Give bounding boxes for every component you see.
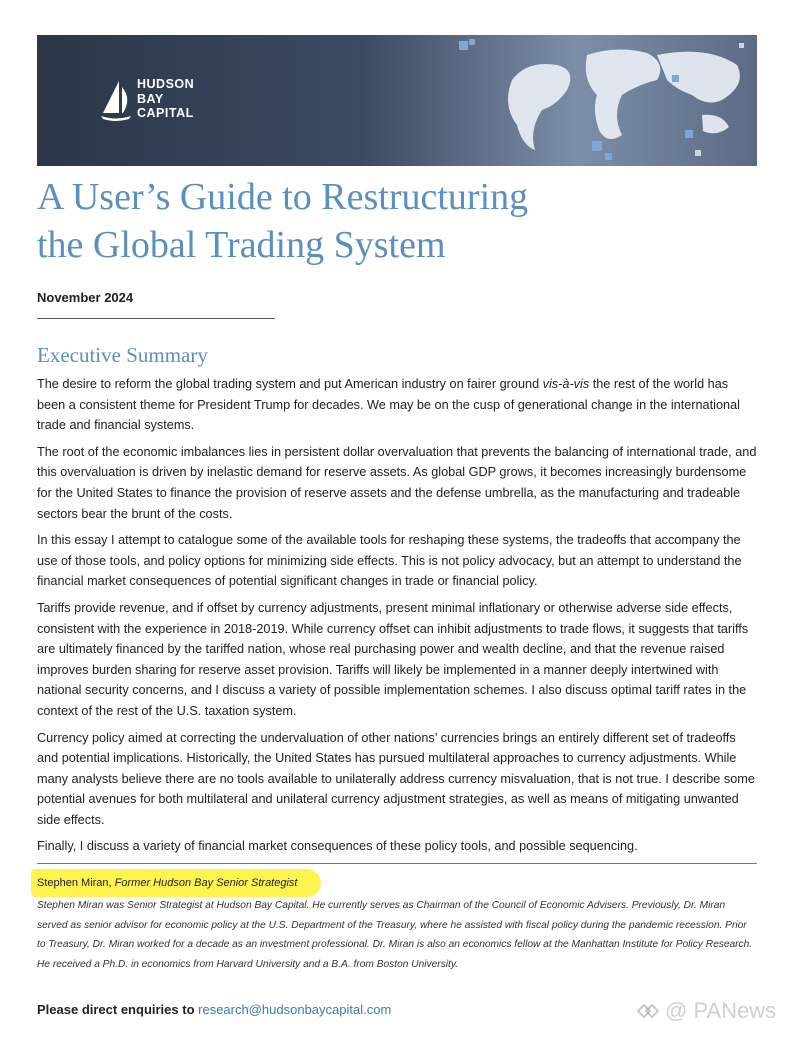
p1-text-end: the rest of the world has been a consistent theme for President Trump for decades. We may be on the cusp of generational change in the international trade and financial systems.: [37, 377, 740, 433]
summary-paragraph-4: Tariffs provide revenue, and if offset by currency adjustments, present minimal inflationary or otherwise adverse side effects, consistent with the experience in 2018-2019. While currency offset can inhibit adjustments to trade flows, it suggests that tariffs are ultimately financed by the tariffed nation, whose real purchasing power and wealth decline, and that the revenue raised improves burden sharing for reserve asset provision. Tariffs will likely be implemented in a manner deeply intertwined with national security concerns, and I discuss a variety of possible implementation schemes. I also discuss optimal tariff rates in the context of the rest of the U.S. taxation system.: [37, 600, 749, 718]
summary-paragraph-1: [37, 374, 759, 436]
contact-email-link[interactable]: research@hudsonbaycapital.com: [198, 1002, 392, 1017]
watermark-text: @ PANews: [665, 998, 777, 1023]
logo-wordmark: [137, 77, 194, 121]
watermark: [636, 998, 776, 1024]
contact-line: [37, 1002, 391, 1017]
title-line-2: the Global Trading System: [37, 224, 446, 266]
author-divider: [37, 863, 757, 864]
logo-line-1: HUDSON: [137, 77, 195, 91]
panews-logo-icon: [636, 1001, 660, 1021]
p1-emphasis: vis-à-vis: [542, 377, 590, 391]
contact-label: Please direct enquiries to: [37, 1002, 195, 1017]
publication-date: November 2024: [37, 290, 134, 305]
summary-paragraph-3: In this essay I attempt to catalogue some of the available tools for reshaping these systems, the tradeoffs that accompany the use of those tools, and policy options for minimizing side effects. This is not policy advocacy, but an attempt to understand the financial market consequences of potential significant changes in trade or financial policy.: [37, 533, 742, 589]
summary-paragraph-5: Currency policy aimed at correcting the undervaluation of other nations’ currencies brings an entirely different set of tradeoffs and potential implications. Historically, the United States has pursued multilateral approaches to currency adjustments. While many analysts believe there are no tools available to unilaterally address currency misvaluation, that is not true. I describe some potential avenues for both multilateral and unilateral currency adjustment strategies, as well as means of mitigating unwanted side effects.: [37, 730, 755, 827]
title-divider: [37, 318, 275, 319]
p1-text-start: The desire to reform the global trading system and put American industry on fairer ground: [37, 377, 543, 391]
summary-paragraph-2: The root of the economic imbalances lies in persistent dollar overvaluation that prevents the balancing of international trade, and this overvaluation is driven by inelastic demand for reserve assets. As global GDP grows, it becomes increasingly burdensome for the United States to finance the provision of reserve assets and the defense umbrella, as the manufacturing and tradeable sectors bear the brunt of the costs.: [37, 444, 757, 521]
document-title: [37, 173, 757, 269]
section-heading: Executive Summary: [37, 343, 208, 367]
logo-line-2: BAY: [137, 91, 164, 106]
title-line-1: A User’s Guide to Restructuring: [37, 176, 529, 218]
header-banner: [37, 35, 757, 166]
executive-summary-body: [37, 374, 759, 863]
author-name: Stephen Miran,: [37, 877, 112, 889]
author-bio: Stephen Miran was Senior Strategist at Hudson Bay Capital. He currently serves as Chairman of the Council of Economic Advisers. Previously, Dr. Miran served as senior advisor for economic policy at the U.S. Department of the Treasury, where he assisted with fiscal policy during the pandemic recession. Prior to Treasury, Dr. Miran worked for a decade as an investment professional. Dr. Miran is also an economics fellow at the Manhattan Institute for Policy Research. He received a Ph.D. in economics from Harvard University and a B.A. from Boston University.: [37, 900, 753, 970]
author-highlight: [31, 869, 321, 897]
author-role: Former Hudson Bay Senior Strategist: [114, 877, 298, 889]
company-logo: [99, 77, 219, 127]
summary-paragraph-6: Finally, I discuss a variety of financial market consequences of these policy tools, and possible sequencing.: [37, 839, 638, 854]
world-puzzle-map: [417, 35, 757, 166]
sailboat-icon: [99, 79, 133, 123]
logo-line-3: CAPITAL: [137, 106, 194, 120]
